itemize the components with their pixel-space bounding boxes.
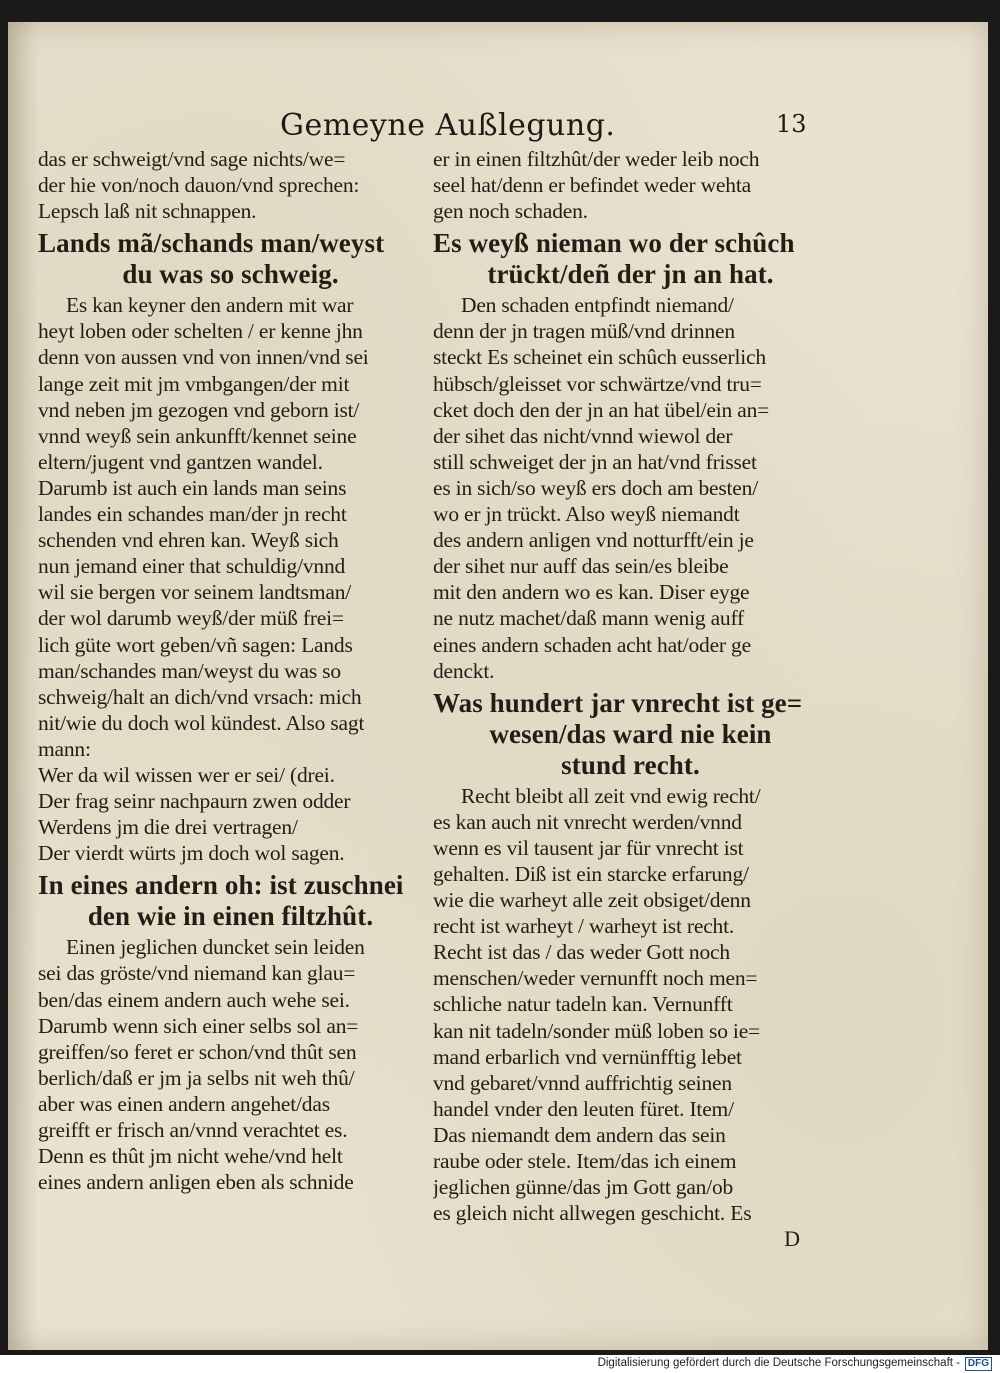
text-line: mann: — [38, 736, 91, 761]
text-line: mit den andern wo es kan. Diser eyge — [433, 580, 750, 605]
left-intro — [38, 146, 423, 224]
text-line: es in sich/so weyß ers doch am besten/ — [433, 475, 758, 500]
text-line: nun jemand einer that schuldig/vnnd — [38, 554, 346, 579]
verse-line: Der vierdt würts jm doch wol sagen. — [38, 841, 345, 866]
text-line: hübsch/gleisset vor schwärtze/vnd tru= — [433, 371, 762, 396]
text-line: man/schandes man/weyst du was so — [38, 658, 341, 683]
text-line: sei das gröste/vnd niemand kan glau= — [38, 961, 356, 986]
funding-credit: Digitalisierung gefördert durch die Deutsche Forschungsgemeinschaft - — [597, 1357, 960, 1369]
text-line: schweig/halt an dich/vnd vrsach: mich — [38, 684, 362, 709]
paragraph-filtzhut — [38, 934, 423, 1195]
right-column — [433, 146, 828, 1252]
text-line: der sihet das nicht/vnnd wiewol der — [433, 423, 733, 448]
text-line: menschen/weder vernunfft noch men= — [433, 966, 758, 991]
heading-line: trückt/deñ der jn an hat. — [487, 259, 774, 290]
text-line: mand erbarlich vnd vernünfftig lebet — [433, 1044, 742, 1069]
paragraph-hundert-jar — [433, 783, 828, 1227]
text-line: des andern anligen vnd notturfft/ein je — [433, 528, 754, 553]
text-line: lange zeit mit jm vmbgangen/der mit — [38, 371, 350, 396]
footer-credit-bar — [0, 1355, 1000, 1373]
text-line: Es kan keyner den andern mit war — [66, 293, 354, 318]
dfg-logo: DFG — [965, 1357, 992, 1371]
text-line: er in einen filtzhût/der weder leib noch — [433, 147, 760, 171]
text-line: aber was einen andern angehet/das — [38, 1091, 330, 1116]
text-line: schliche natur tadeln kan. Vernunfft — [433, 992, 733, 1017]
text-line: wie die warheyt alle zeit obsiget/denn — [433, 888, 751, 913]
text-line: gen noch schaden. — [433, 199, 588, 224]
text-line: jeglichen günne/das jm Gott gan/ob — [433, 1175, 734, 1200]
page-number: 13 — [776, 110, 807, 138]
book-page — [8, 22, 988, 1350]
text-line: heyt loben oder schelten / er kenne jhn — [38, 319, 363, 344]
text-line: eines andern schaden acht hat/oder ge — [433, 632, 751, 657]
text-line: kan nit tadeln/sonder müß loben so ie= — [433, 1018, 760, 1043]
right-intro — [433, 146, 828, 224]
text-line: ben/das einem andern auch wehe sei. — [38, 987, 350, 1012]
text-line: greifft er frisch an/vnnd verachtet es. — [38, 1118, 348, 1142]
text-line: das er schweigt/vnd sage nichts/we= — [38, 147, 346, 171]
heading-line: In eines andern oh: ist zuschnei — [38, 870, 404, 901]
text-line: still schweiget der jn an hat/vnd frisset — [433, 449, 757, 474]
text-line: denckt. — [433, 658, 495, 683]
text-line: lich güte wort geben/vñ sagen: Lands — [38, 632, 353, 657]
heading-line: stund recht. — [561, 749, 700, 780]
text-line: der wol darumb weyß/der müß frei= — [38, 606, 344, 631]
text-line: der hie von/noch dauon/vnd sprechen: — [38, 173, 360, 198]
text-line: handel vnder den leuten füret. Item/ — [433, 1096, 734, 1121]
text-line: Das niemandt dem andern das sein — [433, 1122, 726, 1147]
text-line: cket doch den der jn an hat übel/ein an= — [433, 397, 770, 422]
heading-line: Was hundert jar vnrecht ist ge= — [433, 687, 803, 718]
text-line: steckt Es scheinet ein schûch eusserlich — [433, 345, 766, 370]
text-line: Einen jeglichen duncket sein leiden — [66, 935, 365, 960]
section-heading-filtzhut — [38, 870, 423, 932]
verse-line: Werdens jm die drei vertragen/ — [38, 815, 298, 840]
catchword: D — [784, 1226, 800, 1252]
text-line: raube oder stele. Item/das ich einem — [433, 1149, 737, 1173]
section-heading-hundert-jar — [433, 688, 828, 781]
text-line: Darumb ist auch ein lands man seins — [38, 475, 347, 500]
text-line: Darumb wenn sich einer selbs sol an= — [38, 1013, 359, 1038]
text-line: wo er jn trückt. Also weyß niemandt — [433, 502, 740, 527]
text-line: Recht bleibt all zeit vnd ewig recht/ — [461, 783, 761, 808]
text-line: gehalten. Diß ist ein starcke erfarung/ — [433, 861, 749, 886]
text-line: landes ein schandes man/der jn recht — [38, 502, 347, 527]
text-line: Den schaden entpfindt niemand/ — [461, 293, 734, 318]
text-line: Recht ist das / das weder Gott noch — [433, 940, 730, 965]
text-line: wil sie bergen vor seinem landtsman/ — [38, 580, 352, 605]
text-line: greiffen/so feret er schon/vnd thût sen — [38, 1039, 357, 1064]
verse-line: Der frag seinr nachpaurn zwen odder — [38, 789, 351, 814]
text-line: ne nutz machet/daß mann wenig auff — [433, 606, 745, 631]
section-heading-schuch — [433, 228, 828, 290]
text-line: der sihet nur auff das sein/es bleibe — [433, 554, 729, 579]
section-heading-lands-man — [38, 228, 423, 290]
text-line: vnd neben jm gezogen vnd geborn ist/ — [38, 397, 360, 422]
heading-line: den wie in einen filtzhût. — [87, 901, 374, 932]
text-line: denn der jn tragen müß/vnd drinnen — [433, 319, 735, 344]
paragraph-schuch — [433, 292, 828, 683]
text-line: wenn es vil tausent jar für vnrecht ist — [433, 835, 744, 860]
text-line: nit/wie du doch wol kündest. Also sagt — [38, 710, 365, 735]
paragraph-lands-man — [38, 292, 423, 762]
left-column — [38, 146, 423, 1195]
heading-line: du was so schweig. — [122, 259, 339, 290]
text-line: recht ist warheyt / warheyt ist recht. — [433, 914, 735, 939]
text-line: eltern/jugent vnd gantzen wandel. — [38, 449, 323, 474]
text-line: es kan auch nit vnrecht werden/vnnd — [433, 809, 742, 834]
text-line: berlich/daß er jm ja selbs nit weh thû/ — [38, 1065, 355, 1090]
text-line: eines andern anligen eben als schnide — [38, 1170, 354, 1195]
text-line: es gleich nicht allwegen geschicht. Es — [433, 1201, 752, 1226]
heading-line: wesen/das ward nie kein — [489, 718, 772, 749]
verse-line: Wer da wil wissen wer er sei/ (drei. — [38, 762, 335, 787]
text-line: denn von aussen vnd von innen/vnd sei — [38, 345, 369, 370]
text-line: seel hat/denn er befindet weder wehta — [433, 173, 751, 198]
text-line: schenden vnd ehren kan. Weyß sich — [38, 528, 339, 553]
text-line: Lepsch laß nit schnappen. — [38, 199, 257, 224]
text-line: vnd gebaret/vnnd auffrichtig seinen — [433, 1070, 732, 1095]
verse — [38, 762, 423, 866]
running-head: Gemeyne Außlegung. — [280, 108, 616, 143]
text-line: vnnd weyß sein ankunfft/kennet seine — [38, 423, 357, 448]
heading-line: Es weyß nieman wo der schûch — [433, 228, 795, 259]
text-line: Denn es thût jm nicht wehe/vnd helt — [38, 1144, 343, 1169]
heading-line: Lands mã/schands man/weyst — [38, 228, 385, 259]
